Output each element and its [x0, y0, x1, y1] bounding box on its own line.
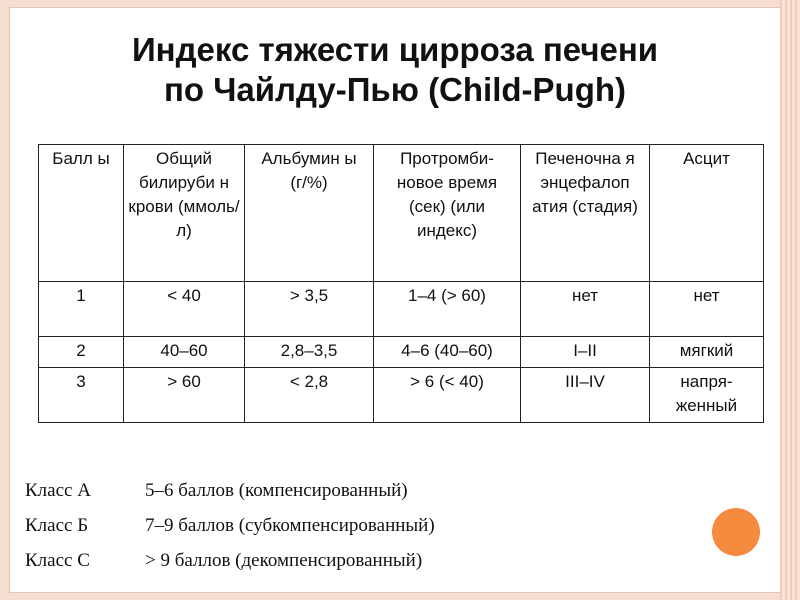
cell-points: 2	[39, 337, 124, 368]
cell-ascites: мягкий	[650, 337, 764, 368]
title-line-2: по Чайлду-Пью (Child-Pugh)	[163, 71, 627, 108]
header-cell-albumin: Альбумин ы (г/%)	[245, 145, 374, 282]
cell-bilirubin: < 40	[124, 282, 245, 337]
slide-title	[10, 30, 780, 110]
cell-prothrombin: > 6 (< 40)	[374, 368, 521, 423]
title-line-1: Индекс тяжести цирроза печени	[131, 31, 659, 68]
table-row	[39, 368, 764, 423]
cell-ascites: нет	[650, 282, 764, 337]
cell-albumin: > 3,5	[245, 282, 374, 337]
cell-ascites: напря-женный	[650, 368, 764, 423]
header-cell-prothrombin: Протромби-новое время (сек) (или индекс)	[374, 145, 521, 282]
class-description: 7–9 баллов (субкомпенсированный)	[145, 515, 435, 536]
decorative-side-band	[780, 0, 800, 600]
class-name: Класс А	[25, 480, 91, 501]
header-cell-ascites: Асцит	[650, 145, 764, 282]
cell-albumin: < 2,8	[245, 368, 374, 423]
table-row	[39, 337, 764, 368]
class-line	[25, 515, 435, 550]
class-legend	[25, 480, 435, 585]
class-description: > 9 баллов (декомпенсированный)	[145, 550, 423, 571]
cell-albumin: 2,8–3,5	[245, 337, 374, 368]
cell-prothrombin: 1–4 (> 60)	[374, 282, 521, 337]
class-description: 5–6 баллов (компенсированный)	[145, 480, 408, 501]
header-cell-encephalopathy: Печеночна я энцефалоп атия (стадия)	[521, 145, 650, 282]
cell-prothrombin: 4–6 (40–60)	[374, 337, 521, 368]
cell-bilirubin: > 60	[124, 368, 245, 423]
header-cell-bilirubin: Общий билируби н крови (ммоль/л)	[124, 145, 245, 282]
cell-encephalopathy: III–IV	[521, 368, 650, 423]
table-row	[39, 282, 764, 337]
cell-encephalopathy: I–II	[521, 337, 650, 368]
child-pugh-table	[38, 144, 764, 423]
cell-encephalopathy: нет	[521, 282, 650, 337]
class-line	[25, 480, 435, 515]
class-line	[25, 550, 435, 585]
cell-bilirubin: 40–60	[124, 337, 245, 368]
slide	[10, 8, 780, 592]
decorative-orange-dot	[712, 508, 760, 556]
cell-points: 1	[39, 282, 124, 337]
header-cell-points: Балл ы	[39, 145, 124, 282]
class-name: Класс Б	[25, 515, 89, 536]
cell-points: 3	[39, 368, 124, 423]
table-header-row	[39, 145, 764, 282]
class-name: Класс С	[25, 550, 90, 571]
